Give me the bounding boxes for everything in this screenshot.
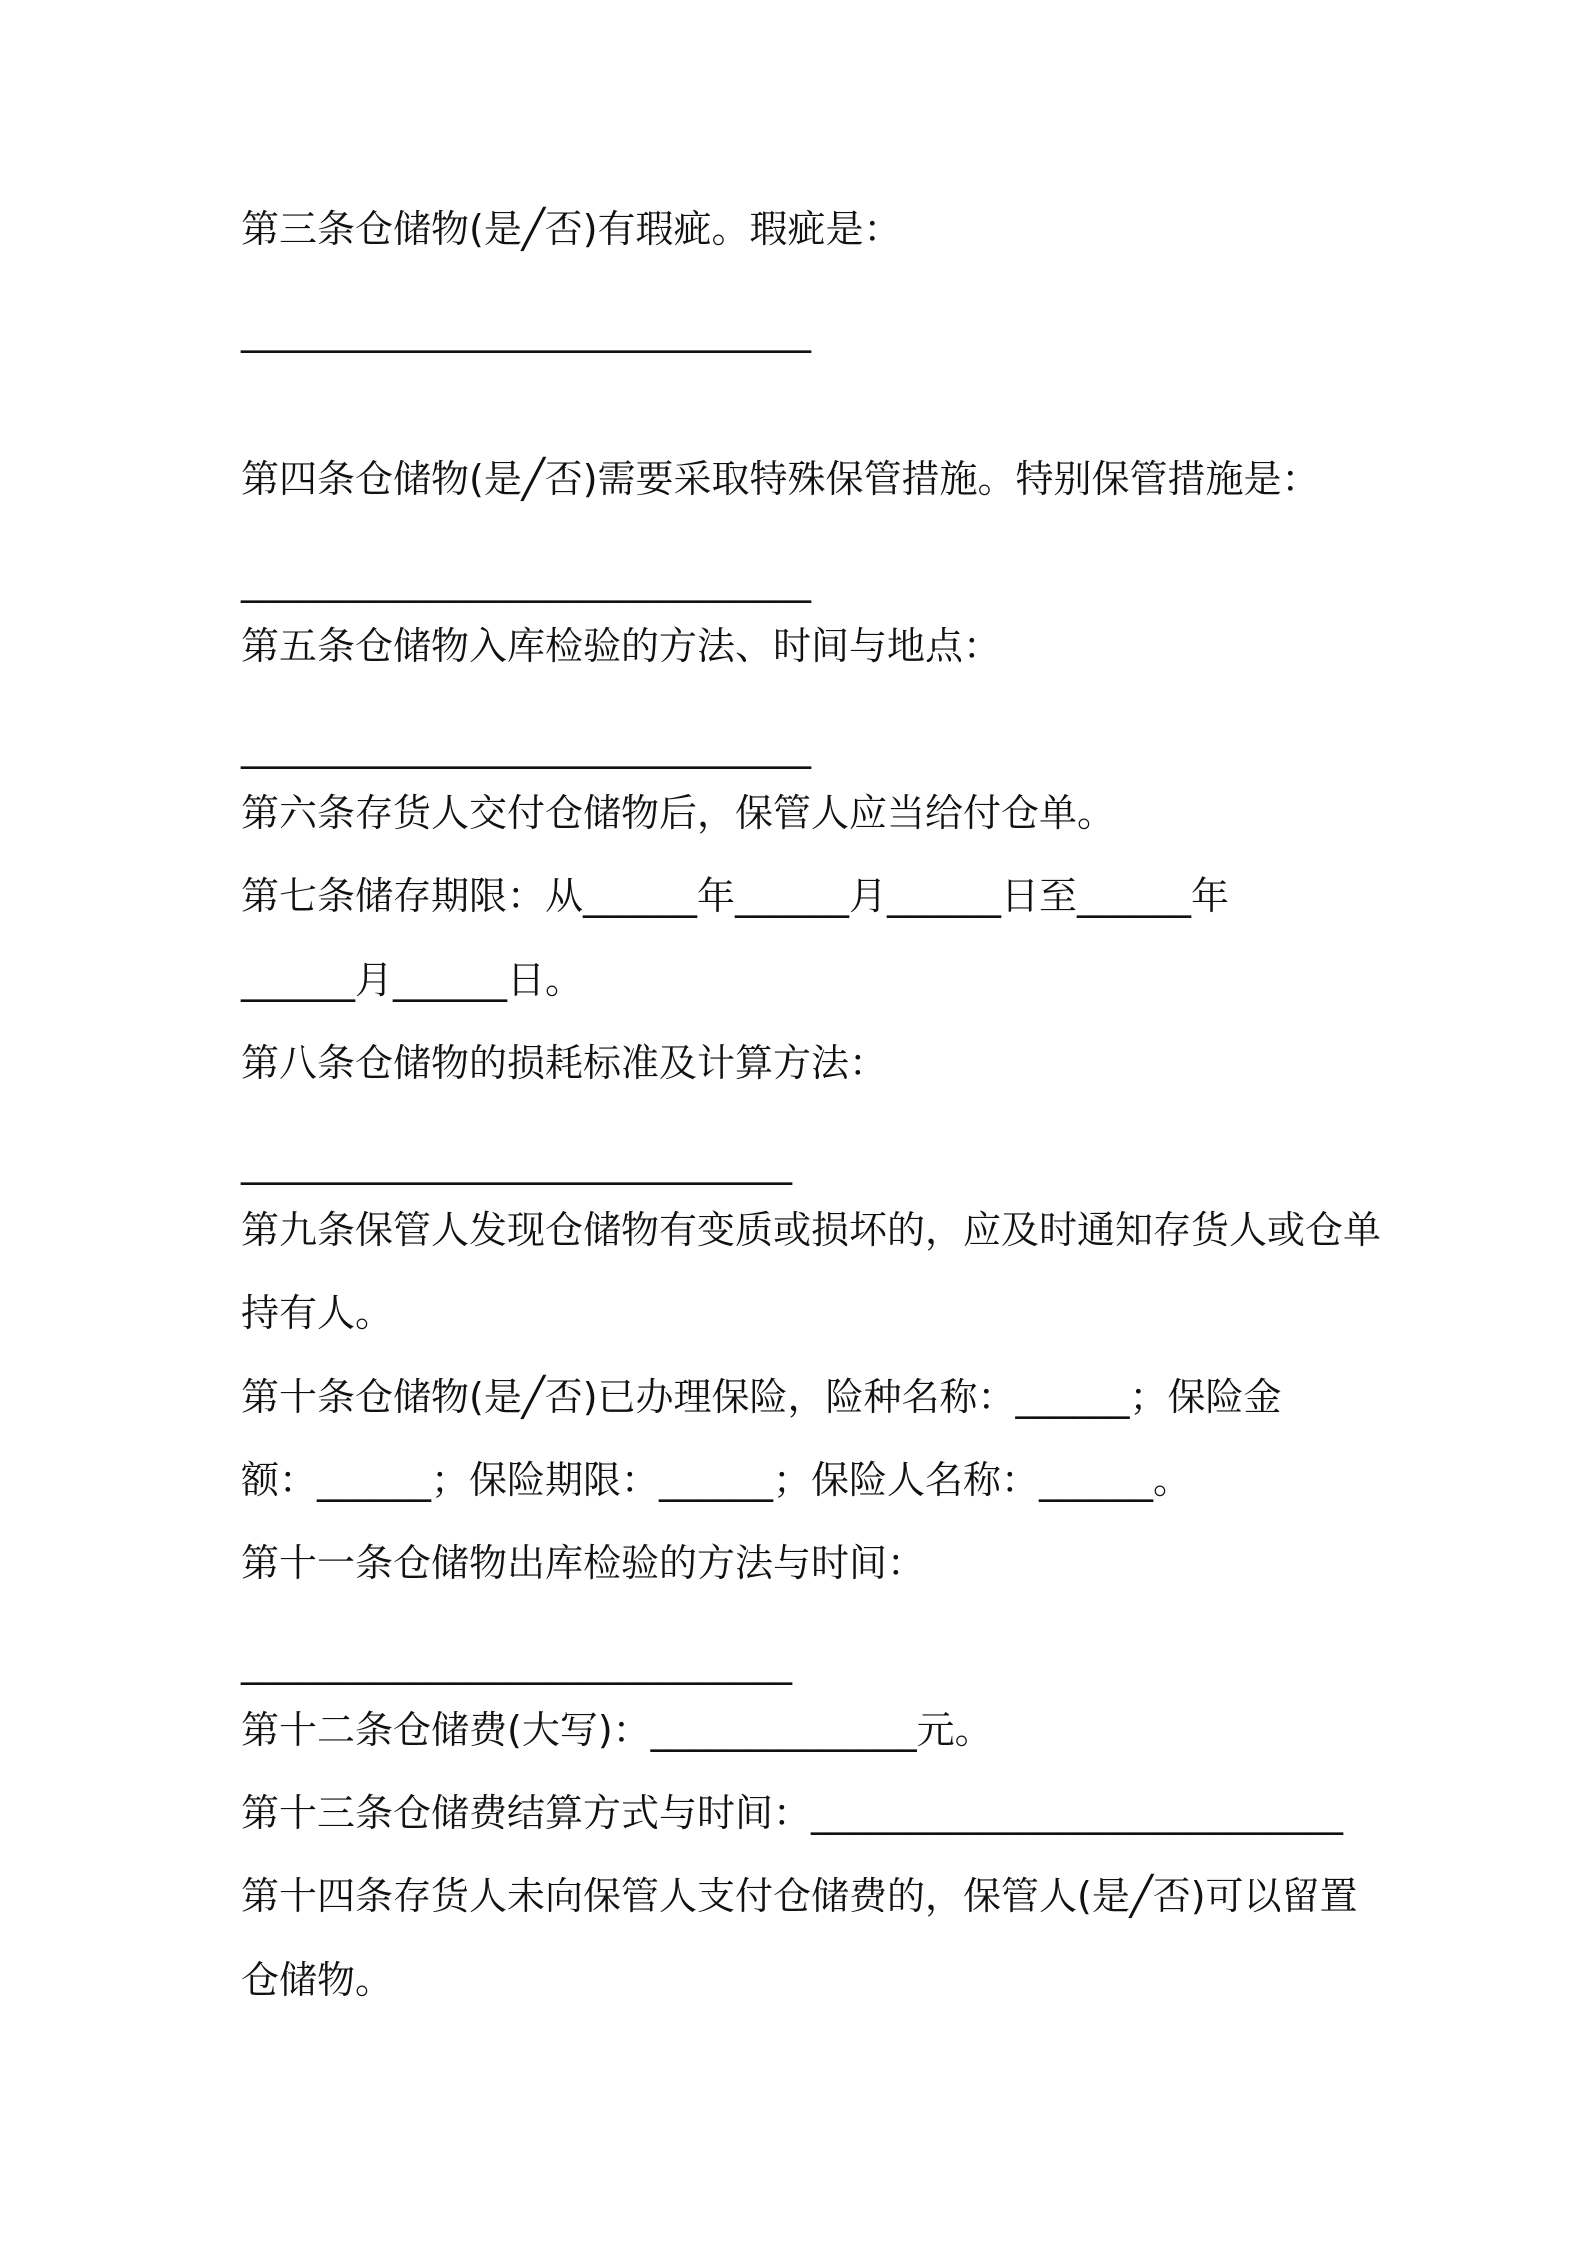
clause-8-text: 第八条仓储物的损耗标准及计算方法：: [241, 1041, 888, 1085]
clause-7-continued: ______月______日。: [241, 958, 584, 1002]
clause-11-text: 第十一条仓储物出库检验的方法与时间：: [241, 1541, 926, 1585]
clause-10-text: 第十条仓储物(是╱否)已办理保险，险种名称：______；保险金: [241, 1375, 1282, 1419]
clause-9-text: 第九条保管人发现仓储物有变质或损坏的，应及时通知存货人或仓单: [241, 1208, 1382, 1252]
clause-11-blank: _____________________________: [241, 1641, 792, 1685]
clause-13-text: 第十三条仓储费结算方式与时间：____________________________: [241, 1791, 1344, 1835]
clause-12-text: 第十二条仓储费(大写)：______________元。: [241, 1708, 993, 1752]
clause-3-blank: ______________________________: [241, 309, 811, 353]
clause-8-blank: _____________________________: [241, 1141, 792, 1185]
clause-4-blank: ______________________________: [241, 559, 811, 603]
clause-9-continued: 持有人。: [241, 1291, 394, 1335]
clause-5-blank: ______________________________: [241, 725, 811, 769]
clause-7-text: 第七条储存期限：从______年______月______日至______年: [241, 874, 1230, 918]
clause-14-text: 第十四条存货人未向保管人支付仓储费的，保管人(是╱否)可以留置: [241, 1874, 1358, 1918]
clause-3-text: 第三条仓储物(是╱否)有瑕疵。瑕疵是：: [241, 207, 902, 251]
clause-14-continued: 仓储物。: [241, 1958, 394, 2002]
clause-5-text: 第五条仓储物入库检验的方法、时间与地点：: [241, 624, 1002, 668]
clause-4-text: 第四条仓储物(是╱否)需要采取特殊保管措施。特别保管措施是：: [241, 457, 1320, 501]
clause-6-text: 第六条存货人交付仓储物后，保管人应当给付仓单。: [241, 791, 1116, 835]
clause-10-continued: 额：______；保险期限：______；保险人名称：______。: [241, 1458, 1192, 1502]
